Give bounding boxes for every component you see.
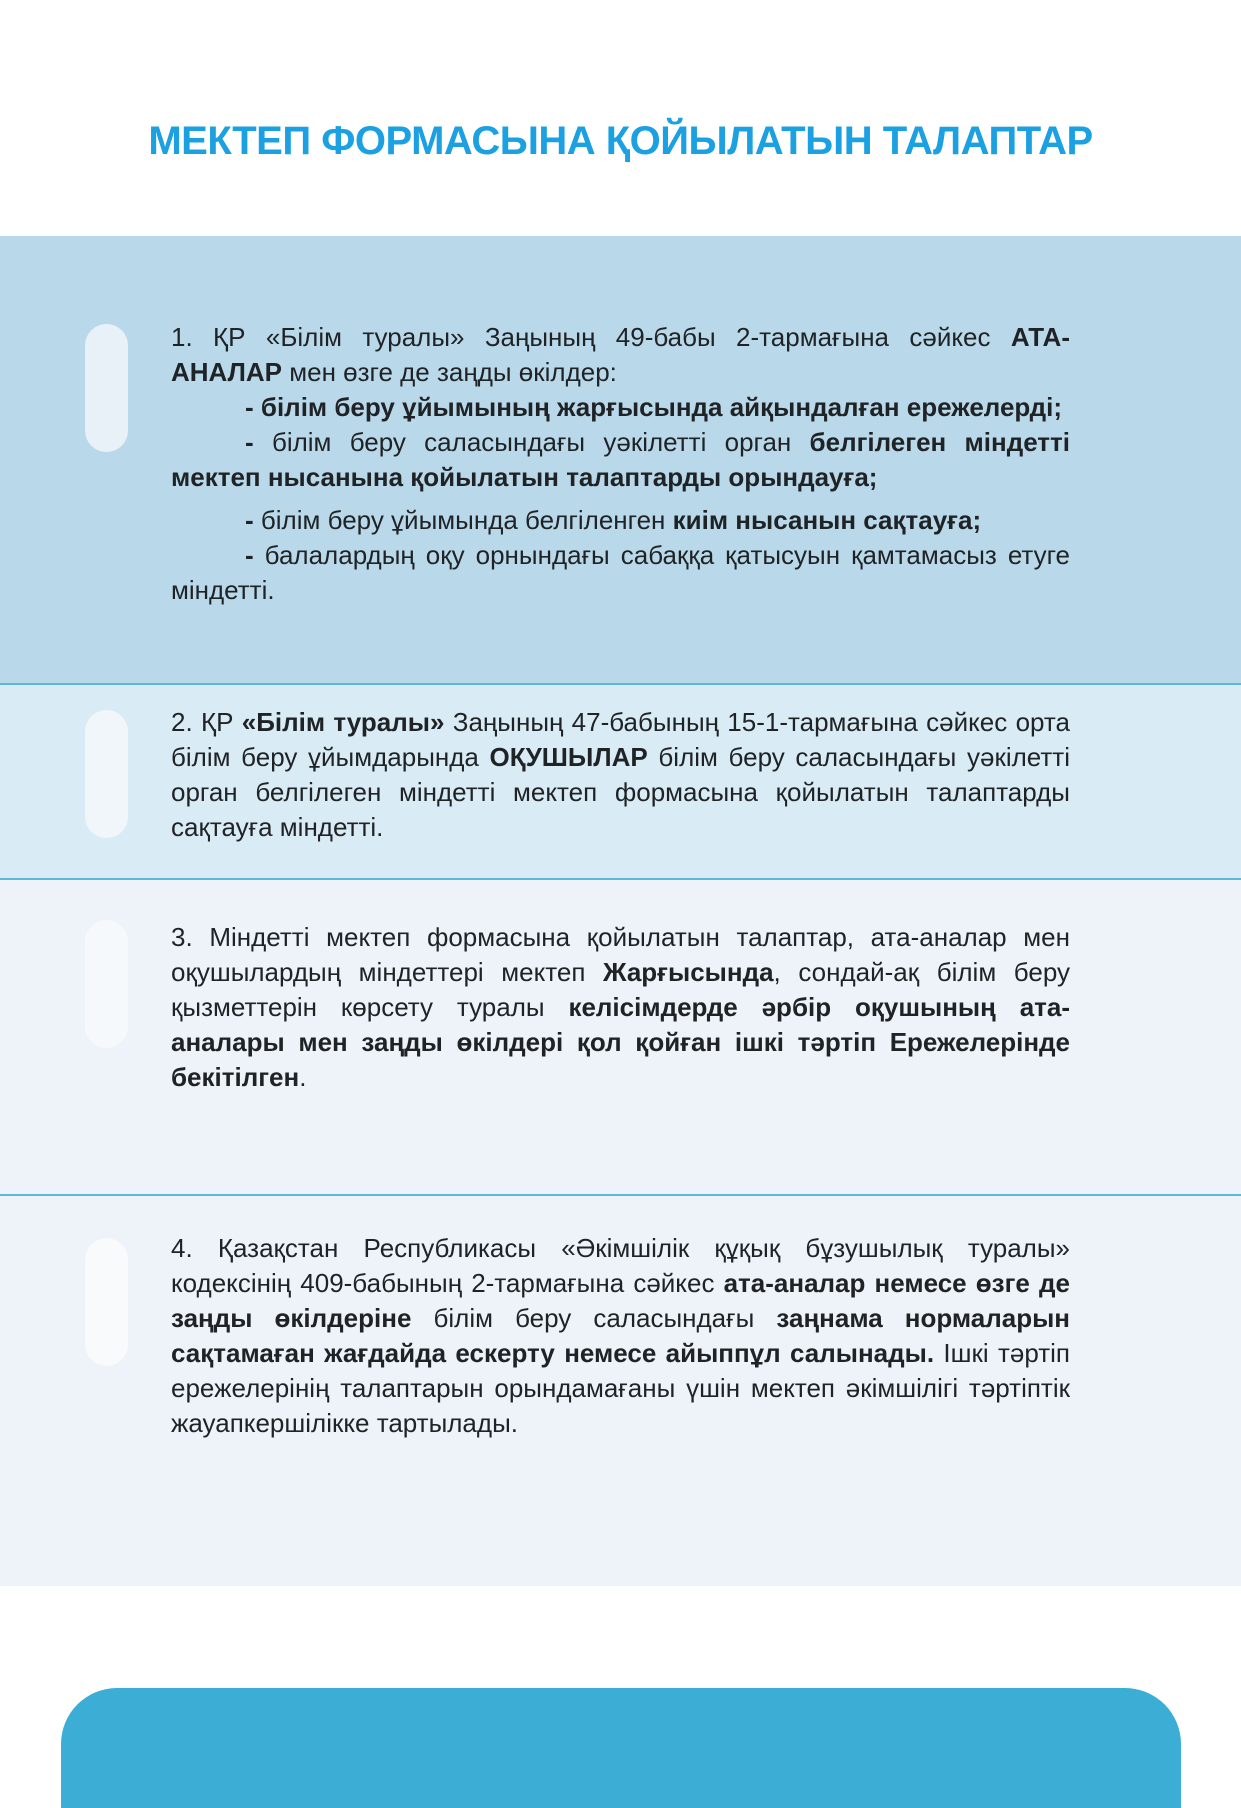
decorative-pill-2 xyxy=(85,710,128,838)
section-3-paragraph: 3. Міндетті мектеп формасына қойылатын талаптар, ата-аналар мен оқушылардың міндеттері мектеп Жарғысында, сондай-ақ білім беру қызметтерін көрсету туралы келісімдерде әрбір оқушының ата-аналары мен заңды өкілдері қол қойған ішкі тәртіп Ережелерінде бекітілген. xyxy=(171,922,1071,1092)
section-1-intro: 1. ҚР «Білім туралы» Заңының 49-бабы 2-тармағына сәйкес АТА-АНАЛАР мен өзге де заңды өкілдер: xyxy=(171,322,1070,387)
decorative-pill-3 xyxy=(85,920,128,1048)
section-1-item-2: - білім беру саласындағы уәкілетті орган белгілеген міндетті мектеп нысанына қойылатын талаптарды орындауға; xyxy=(171,427,1070,492)
section-1-item-1: - білім беру ұйымының жарғысында айқындалған ережелерді; xyxy=(245,392,1063,422)
footer-bar xyxy=(61,1688,1181,1808)
page-title: МЕКТЕП ФОРМАСЫНА ҚОЙЫЛАТЫН ТАЛАПТАР xyxy=(148,118,1093,163)
section-1-item-4: - балалардың оқу орнындағы сабаққа қатысуын қамтамасыз етуге міндетті. xyxy=(171,540,1070,605)
section-2-text xyxy=(171,705,1070,845)
section-2-paragraph: 2. ҚР «Білім туралы» Заңының 47-бабының 15-1-тармағына сәйкес орта білім беру ұйымдарында ОҚУШЫЛАР білім беру саласындағы уәкілетті орган белгілеген міндетті мектеп формасына қойылатын талаптарды сақтауға міндетті. xyxy=(171,707,1070,842)
section-4-paragraph: 4. Қазақстан Республикасы «Әкімшілік құқық бұзушылық туралы» кодексінің 409-бабының 2-тармағына сәйкес ата-аналар немесе өзге де заңды өкілдеріне білім беру саласындағы заңнама нормаларын сақтамаған жағдайда ескерту немесе айыппұл салынады. Ішкі тәртіп ережелерінің талаптарын орындамағаны үшін мектеп әкімшілігі тәртіптік жауапкершілікке тартылады. xyxy=(171,1233,1071,1438)
decorative-pill-1 xyxy=(85,324,128,452)
section-3-text xyxy=(171,920,1070,1095)
section-1-text xyxy=(171,320,1070,608)
decorative-pill-4 xyxy=(85,1238,128,1366)
section-4-text xyxy=(171,1231,1070,1441)
section-1-subject: АТА-АНАЛАР xyxy=(171,322,1070,387)
section-1-item-3: - білім беру ұйымында белгіленген киім нысанын сақтауға; xyxy=(245,505,982,535)
